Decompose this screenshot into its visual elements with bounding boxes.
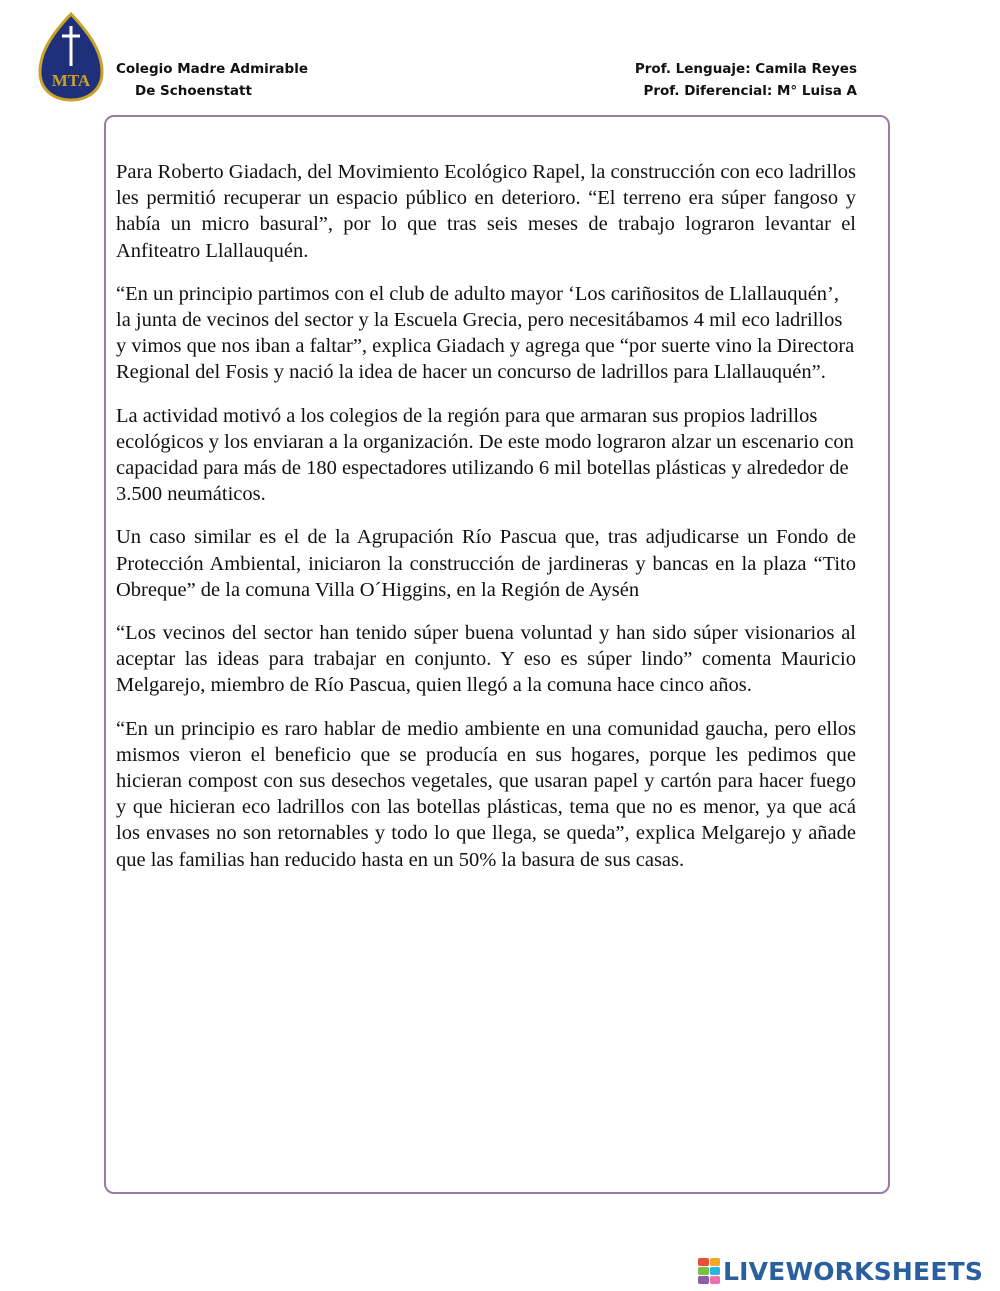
- teacher-names: [635, 58, 857, 102]
- paragraph-1: Para Roberto Giadach, del Movimiento Ecológico Rapel, la construcción con eco ladrillos les permitió recuperar un espacio público en deterioro. “El terreno era súper fangoso y había un micro basural”, por lo que tras seis meses de trabajo lograron levantar el Anfiteatro Llallauquén.: [116, 161, 856, 262]
- article-text: [116, 159, 856, 890]
- liveworksheets-logo: [698, 1256, 983, 1286]
- liveworksheets-icon: [698, 1258, 720, 1284]
- school-name-line1: Colegio Madre Admirable: [116, 61, 308, 77]
- paragraph-2: “En un principio partimos con el club de adulto mayor ‘Los cariñositos de Llallauquén’, la junta de vecinos del sector y la Escuela Grecia, pero necesitábamos 4 mil eco ladrillos y vimos que nos iban a faltar”, explica Giadach y agrega que “por suerte vino la Directora Regional del Fosis y nació la idea de hacer un concurso de ladrillos para Llallauquén”.: [116, 282, 855, 384]
- paragraph-6: “En un principio es raro hablar de medio ambiente en una comunidad gaucha, pero ellos mismos vieron el beneficio que se producía en sus hogares, porque les pedimos que hicieran compost con sus desechos vegetales, que usaran papel y cartón para hacer fuego y que hicieran eco ladrillos con las botellas plásticas, tema que no es menor, ya que acá los envases no son retornables y todo lo que llega, se queda”, explica Melgarejo y añade que las familias han reducido hasta en un 50% la basura de sus casas.: [116, 717, 856, 871]
- paragraph-4: Un caso similar es el de la Agrupación Río Pascua que, tras adjudicarse un Fondo de Protección Ambiental, iniciaron la construcción de jardineras y bancas en la plaza “Tito Obreque” de la comuna Villa O´Higgins, en la Región de Aysén: [116, 526, 856, 601]
- teacher-line1: Prof. Lenguaje: Camila Reyes: [634, 61, 857, 77]
- logo-initials: MTA: [51, 71, 91, 90]
- teacher-line2: Prof. Diferencial: M° Luisa A: [643, 83, 857, 99]
- paragraph-5: “Los vecinos del sector han tenido súper buena voluntad y han sido súper visionarios al aceptar las ideas para trabajar en conjunto. Y eso es súper lindo” comenta Mauricio Melgarejo, miembro de Río Pascua, quien llegó a la comuna hace cinco años.: [116, 622, 856, 697]
- paragraph-3: La actividad motivó a los colegios de la región para que armaran sus propios ladrillos ecológicos y los enviaran a la organización. De este modo lograron alzar un escenario con capacidad para más de 180 espectadores utilizando 6 mil botellas plásticas y alrededor de 3.500 neumáticos.: [116, 404, 854, 506]
- school-name: [116, 58, 308, 102]
- school-crest-logo: [38, 12, 104, 102]
- school-name-line2: De Schoenstatt: [135, 83, 252, 99]
- liveworksheets-brand: LIVEWORKSHEETS: [723, 1256, 984, 1286]
